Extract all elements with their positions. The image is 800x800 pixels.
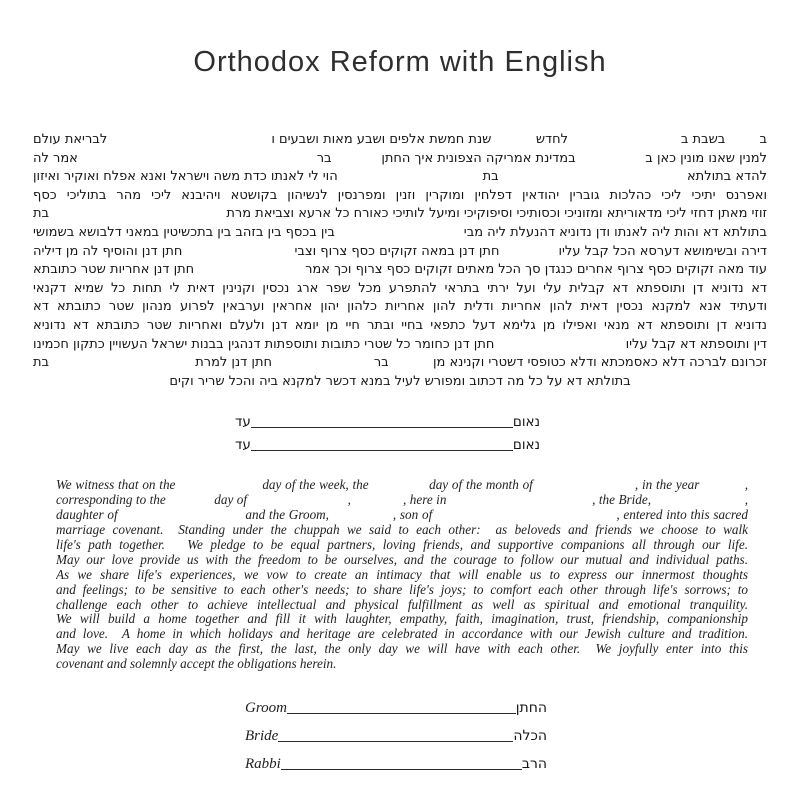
declarant-label: נאום [512,414,540,431]
hebrew-segment: לבריאת עולם [33,132,108,147]
hebrew-segment: בת [33,355,50,371]
hebrew-segment: שנת חמשת אלפים ושבע מאות ושבעים ו [271,132,492,147]
rabbi-signature-row [245,744,547,772]
hebrew-segment: בשבת ב [680,132,726,147]
hebrew-text-block [33,131,767,391]
hebrew-segment: חתן דנן למרת [195,355,272,371]
hebrew-segment: בר [316,150,332,166]
hebrew-line [33,205,767,224]
signature-line [287,712,516,714]
hebrew-line: ודעתיד אנא למקנא נכסין דאית להון אחריות ודלית להון אחריות כלהון יהון אחראין וערבאין לפרוע מנהון שטר כתובתא דא [33,299,767,315]
hebrew-line: נדוניא דן ותוספתא דא מנאי ואפילו מן גלימא דעל כתפאי בחיי ובתר חיי מן יומא דנן ולעלם ואחריות שטר כתובתא דא נדוניא [33,317,767,333]
hebrew-line: דא נדוניא דן ותוספתא דא קבלית עלי ועל ירתי בתראי להתפרע מכל שפר ארג נכסין וקנינין דאית לי תחות כל שמיא דקנאי [33,280,767,296]
english-line: We witness that on the day of the week, the day of the month of , in the year , [56,478,748,492]
hebrew-segment: בר [373,355,389,371]
rabbi-label-english: Rabbi [245,755,281,772]
hebrew-segment: בת [482,169,499,185]
english-line: corresponding to the day of , , here in , the Bride, , [56,492,748,507]
bride-label-english: Bride [245,727,279,744]
groom-signature-row [245,688,547,716]
hebrew-line [33,168,767,187]
signature-block [245,688,547,772]
bride-label-hebrew: הכלה [513,727,547,744]
english-covenant-text [56,478,748,672]
hebrew-segment: במדינת אמריקה הצפונית איך החתן [381,150,576,166]
hebrew-line [33,243,767,262]
signature-line [278,740,513,742]
english-line: challenge each other to achieve intellectual and physical fulfillment as well as spiritual and emotional tranquility. [56,597,748,612]
hebrew-segment: חתן דנן אחריות שטר כתובתא [33,262,195,278]
english-line: As we share life's experiences, we vow to create an intimacy that will enable us to express our innermost thoughts [56,567,748,582]
signature-line [251,426,513,428]
witness-label: עד [235,437,251,454]
hebrew-segment: אמר לה [33,150,78,166]
hebrew-segment: למנין שאנו מונין כאן ב [645,150,767,166]
witness-row [235,407,540,430]
hebrew-segment: זוזי מאתן דחזי ליכי מדאוריתא ומזוניכי וכסותיכי וסיפוקיכי ומיעל לותיכי כאורח כל ארעא וצביאת מרת [226,206,767,222]
hebrew-segment: לחדש [535,132,569,147]
english-line: life's path together. We pledge to be equal partners, loving friends, and supportive companions all through our life. [56,537,748,552]
hebrew-segment: דירה ובשימושא דערסא הכל קבל עליו [558,243,767,259]
hebrew-segment: ב [759,132,767,147]
hebrew-segment: עוד מאה זקוקים כסף צרוף אחרים כנגדן סך הכל מאתים זקוקים כסף צרוף וכך אמר [305,262,767,278]
hebrew-line [33,131,767,150]
witness-label: עד [235,414,251,431]
english-line: We will build a home together and fill it with laughter, empathy, faith, imagination, trust, friendship, companionship [56,612,748,627]
witness-signature-block [235,407,540,453]
signature-line [281,768,522,770]
english-line: marriage covenant. Standing under the chuppah we said to each other: as beloveds and friends we choose to walk [56,522,748,537]
bride-signature-row [245,716,547,744]
hebrew-segment: להדא בתולתא [686,169,767,185]
hebrew-segment: חתן דנן והוסיף לה מן דיליה [33,243,183,259]
hebrew-segment: חתן דנן כחומר כל שטרי כתובות ותוספתות דנהגין בבנות ישראל העשויין כתקון חכמינו [33,336,495,352]
hebrew-segment: בת [33,206,50,222]
groom-label-hebrew: החתן [515,699,547,716]
english-line: and feelings; to be sensitive to each other's needs; to share life's joys; to comfort each other through life's sorrows; to [56,582,748,597]
hebrew-segment: בין בכסף בין בזהב בין בתכשיטין במאני דלבושא בשמושי [33,224,335,240]
hebrew-line: ואפרנס יתיכי ליכי כהלכות גוברין יהודאין דפלחין ומוקרין וזנין ומפרנסין לנשיהון בקושטא ויהיבנא ליכי מהר בתוליכי כסף [33,187,767,203]
hebrew-segment: זכרונם לברכה דלא כאסמכתא ודלא כטופסי דשטרי וקנינא מן [432,355,767,371]
hebrew-line [33,150,767,169]
page-title: Orthodox Reform with English [193,46,607,78]
english-line: daughter of and the Groom, , son of , entered into this sacred [56,507,748,522]
english-line: May we live each day as the first, the last, the only day we will have with each other. We joyfully enter into this [56,642,748,657]
witness-row [235,430,540,453]
hebrew-line [33,224,767,243]
declarant-label: נאום [512,437,540,454]
hebrew-line [33,336,767,355]
hebrew-segment: בתולתא דא והות ליה לאנתו ודן נדוניא דהנעלת ליה מבי [463,224,767,240]
english-line: May our love provide us with the freedom to be ourselves, and the courage to follow our mutual and individual paths. [56,552,748,567]
rabbi-label-hebrew: הרב [521,755,547,772]
groom-label-english: Groom [245,699,287,716]
hebrew-segment: דין ותוספתא דא קבל עליו [625,336,767,352]
hebrew-line [33,261,767,280]
hebrew-segment: הוי לי לאנתו כדת משה וישראל ואנא אפלח ואוקיר ואיזון [33,169,338,185]
hebrew-segment: חתן דנן במאה זקוקים כסף צרוף וצבי [294,243,500,259]
english-line: covenant and solemnly accept the obligations herein. [56,657,337,672]
hebrew-line [33,354,767,373]
hebrew-line: בתולתא דא על כל מה דכתוב ומפורש לעיל במנא דכשר למקנא ביה והכל שריר וקים [169,373,631,389]
signature-line [251,449,513,451]
english-line: and love. A home in which holidays and heritage are celebrated in accordance with our Jewish culture and tradition. [56,627,748,642]
